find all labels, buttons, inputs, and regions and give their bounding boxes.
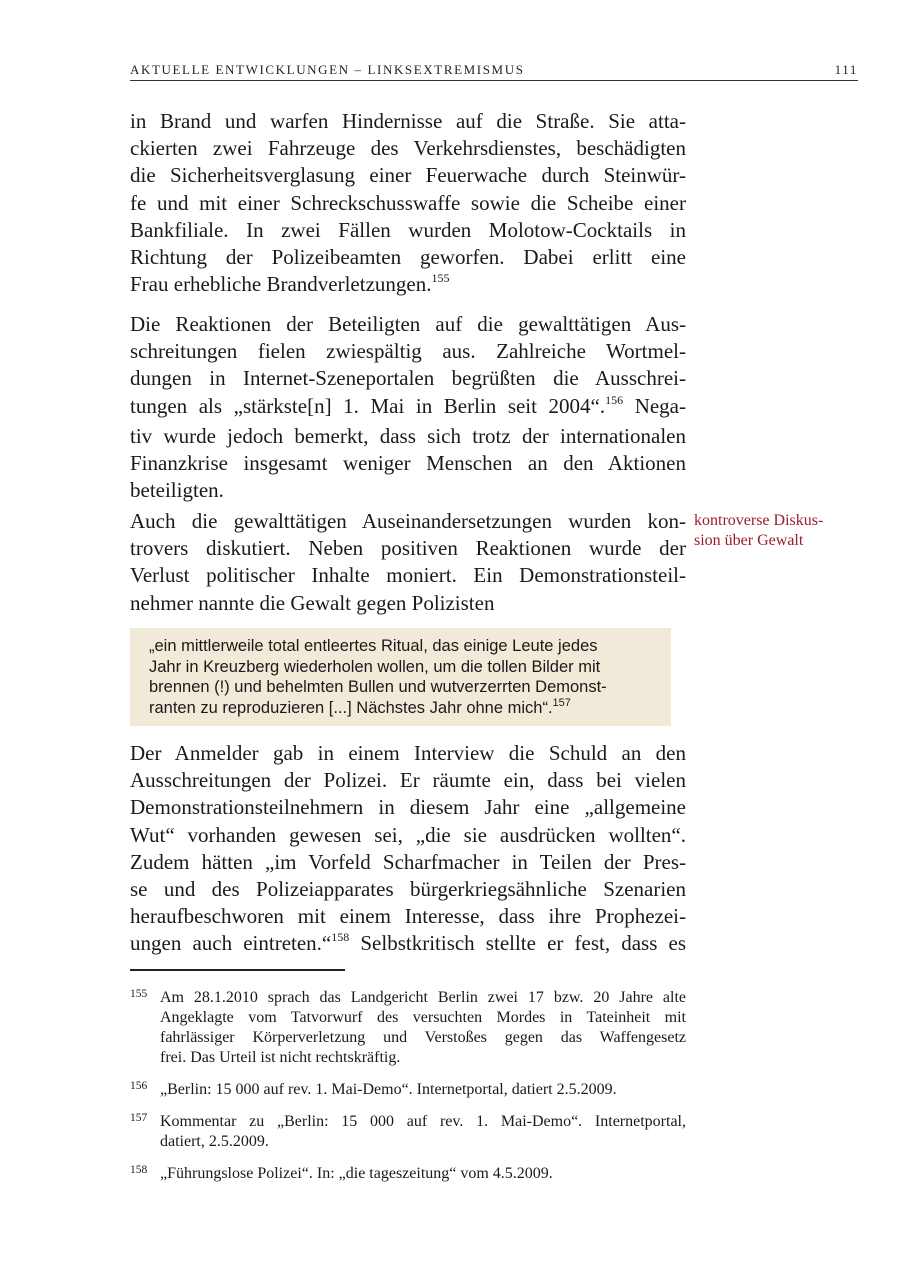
line: trovers diskutiert. Neben positiven Reaktionen wurde der xyxy=(130,536,686,561)
line: Auch die gewalttätigen Auseinandersetzungen wurden kon- xyxy=(130,509,686,533)
running-title: AKTUELLE ENTWICKLUNGEN – LINKSEXTREMISMUS xyxy=(130,62,525,77)
line: Am 28.1.2010 sprach das Landgericht Berlin zwei 17 bzw. 20 Jahre alte xyxy=(160,989,686,1006)
quote-line: Jahr in Kreuzberg wiederholen wollen, um die tollen Bilder mit xyxy=(149,657,601,676)
line: dungen in Internet-Szeneportalen begrüßten die Ausschrei- xyxy=(130,366,686,391)
line: Bankfiliale. In zwei Fällen wurden Molotow-Cocktails in xyxy=(130,217,686,242)
line: fe und mit einer Schreckschusswaffe sowie die Scheibe einer xyxy=(130,190,686,215)
footnote-ref-157[interactable]: 157 xyxy=(552,696,571,709)
line-text: tungen als „stärkste[n] 1. Mai in Berlin seit 2004“. xyxy=(130,393,606,418)
line: Finanzkrise insgesamt weniger Menschen an den Aktionen xyxy=(130,451,686,476)
line: Richtung der Polizeibeamten geworfen. Dabei erlitt eine xyxy=(130,245,686,270)
line: frei. Das Urteil ist nicht rechtskräftig. xyxy=(160,1049,401,1066)
line: Demonstrationsteilnehmern in diesem Jahr eine „allgemeine xyxy=(130,795,686,820)
footnote-156 xyxy=(130,1080,686,1100)
footnote-ref-158[interactable]: 158 xyxy=(331,930,350,945)
paragraph-1 xyxy=(130,108,686,301)
header-rule xyxy=(130,80,858,81)
line: Der Anmelder gab in einem Interview die Schuld an den xyxy=(130,741,686,765)
quote-line-text: ranten zu reproduzieren [...] Nächstes Jahr ohne mich“. xyxy=(149,698,553,717)
footnotes xyxy=(130,988,686,1192)
footnote-ref-155[interactable]: 155 xyxy=(431,271,450,286)
quote-line xyxy=(149,698,663,721)
paragraph-3 xyxy=(130,508,686,617)
footnote-number: 157 xyxy=(130,1112,148,1124)
margin-note xyxy=(694,511,864,551)
footnote-155 xyxy=(130,988,686,1068)
line-text: Selbstkritisch stellte er fest, dass es xyxy=(349,931,686,956)
line: Verlust politischer Inhalte moniert. Ein Demonstrationsteil- xyxy=(130,563,686,588)
line-text: Nega- xyxy=(623,393,686,418)
line-text: Frau erhebliche Brandverletzungen. xyxy=(130,272,432,297)
block-quote xyxy=(149,636,663,720)
line: die Sicherheitsverglasung einer Feuerwache durch Steinwür- xyxy=(130,163,686,188)
paragraph-2 xyxy=(130,311,686,504)
quote-line: brennen (!) und behelmten Bullen und wutverzerrten Demonst- xyxy=(149,678,607,697)
footnote-number: 158 xyxy=(130,1164,148,1176)
line: schreitungen fielen zwiespältig aus. Zahlreiche Wortmel- xyxy=(130,339,686,364)
page-number: 111 xyxy=(834,62,858,77)
line: fahrlässiger Körperverletzung und Verstoßes gegen das Waffengesetz xyxy=(160,1029,686,1046)
paragraph-4 xyxy=(130,740,686,961)
footnote-rule xyxy=(130,969,345,971)
line: „Führungslose Polizei“. In: „die tageszeitung“ vom 4.5.2009. xyxy=(160,1165,553,1182)
line: Zudem hätten „im Vorfeld Scharfmacher in Teilen der Pres- xyxy=(130,849,686,874)
line-text: ungen auch eintreten.“ xyxy=(130,931,332,956)
line: datiert, 2.5.2009. xyxy=(160,1133,269,1150)
line: Angeklagte vom Tatvorwurf des versuchten Mordes in Tateinheit mit xyxy=(160,1009,686,1026)
footnote-number: 155 xyxy=(130,988,148,1000)
footnote-text xyxy=(160,988,686,1068)
line: Ausschreitungen der Polizei. Er räumte ein, dass bei vielen xyxy=(130,768,686,793)
footnote-text xyxy=(160,1164,686,1184)
margin-note-line: kontroverse Diskus- xyxy=(694,512,824,529)
line xyxy=(130,393,686,423)
footnote-158 xyxy=(130,1164,686,1184)
line: ckierten zwei Fahrzeuge des Verkehrsdienstes, beschädigten xyxy=(130,136,686,161)
quote-line: „ein mittlerweile total entleertes Ritual, das einige Leute jedes xyxy=(149,637,598,655)
line xyxy=(130,930,686,960)
footnote-157 xyxy=(130,1112,686,1152)
line: heraufbeschworen mit einem Interesse, dass ihre Prophezei- xyxy=(130,904,686,929)
line: Die Reaktionen der Beteiligten auf die gewalttätigen Aus- xyxy=(130,312,686,336)
line: tiv wurde jedoch bemerkt, dass sich trotz der internationalen xyxy=(130,423,686,448)
line: se und des Polizeiapparates bürgerkriegsähnliche Szenarien xyxy=(130,877,686,902)
line: in Brand und warfen Hindernisse auf die Straße. Sie atta- xyxy=(130,109,686,133)
line: nehmer nannte die Gewalt gegen Polizisten xyxy=(130,590,495,615)
line: „Berlin: 15 000 auf rev. 1. Mai-Demo“. Internetportal, datiert 2.5.2009. xyxy=(160,1081,617,1098)
footnote-text xyxy=(160,1112,686,1152)
footnote-ref-156[interactable]: 156 xyxy=(605,392,624,407)
line: beteiligten. xyxy=(130,478,224,503)
footnote-text xyxy=(160,1080,686,1100)
margin-note-line: sion über Gewalt xyxy=(694,532,804,549)
line xyxy=(130,271,686,301)
running-header xyxy=(130,62,858,78)
line: Kommentar zu „Berlin: 15 000 auf rev. 1. Mai-Demo“. Internetportal, xyxy=(160,1113,686,1130)
line: Wut“ vorhanden gewesen sei, „die sie ausdrücken wollten“. xyxy=(130,822,686,847)
footnote-number: 156 xyxy=(130,1080,148,1092)
